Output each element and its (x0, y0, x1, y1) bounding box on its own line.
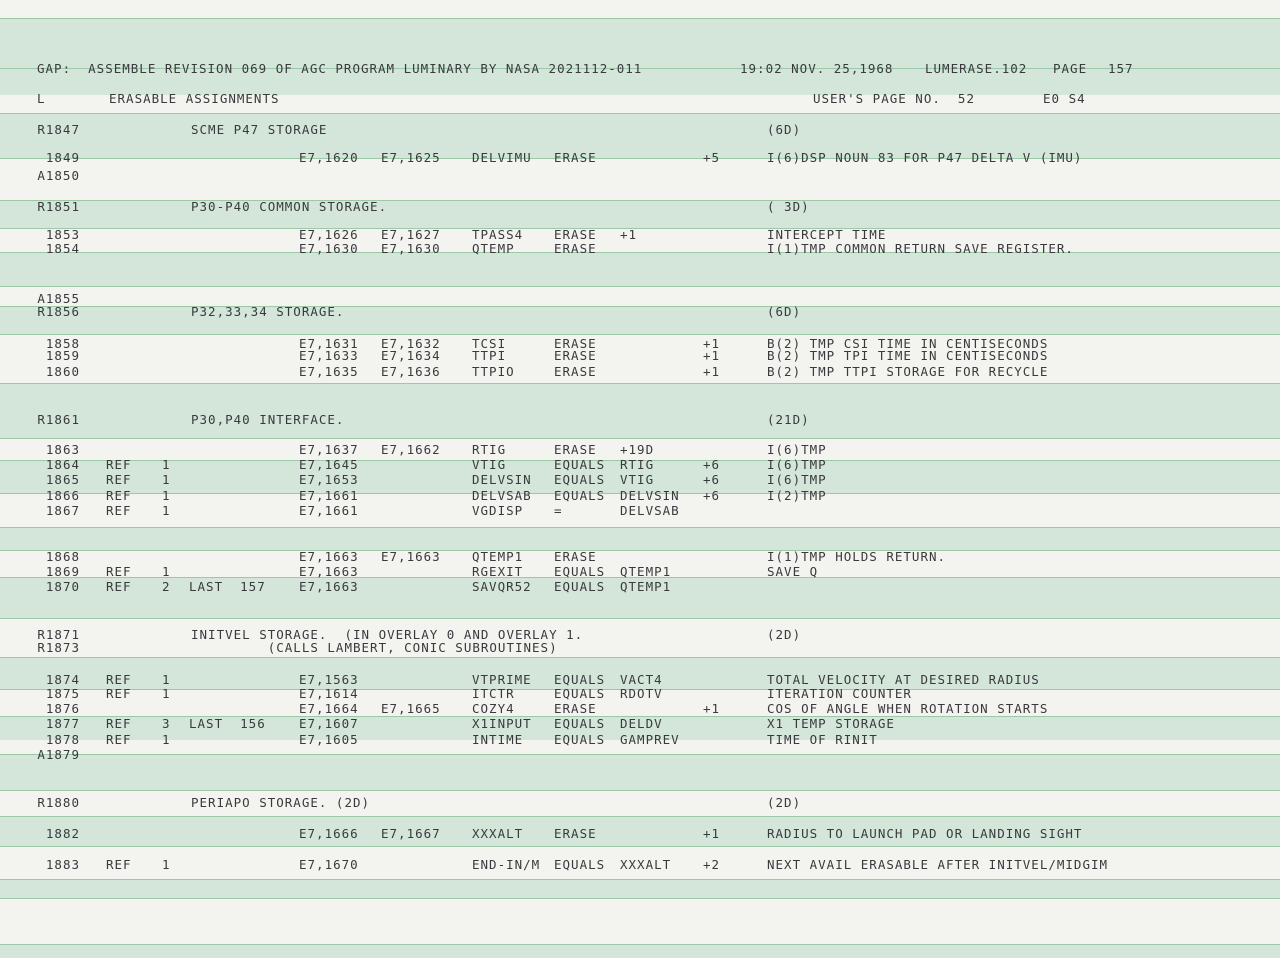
ref-marker: REF (106, 488, 132, 503)
symbol-label: COZY4 (472, 701, 515, 716)
comment: I(1)TMP HOLDS RETURN. (767, 549, 947, 564)
line-number: 1867 (45, 503, 80, 518)
section-heading: P30-P40 COMMON STORAGE. (191, 199, 388, 214)
address-offset: +5 (703, 150, 721, 165)
address-start: E7,1645 (299, 457, 359, 472)
line-number: 1882 (45, 826, 80, 841)
ruled-line (0, 113, 1280, 114)
comment: (21D) (767, 412, 810, 427)
column-flag: L (37, 91, 46, 106)
address-start: E7,1633 (299, 348, 359, 363)
address-end: E7,1662 (381, 442, 441, 457)
listing-line (0, 686, 1280, 702)
ref-marker: REF (106, 857, 132, 872)
address-offset: +1 (703, 348, 721, 363)
line-number: A1850 (37, 168, 80, 183)
ref-count: 1 (162, 857, 171, 872)
comment: I(6)TMP (767, 442, 827, 457)
ruled-line (0, 527, 1280, 528)
section-title: ERASABLE ASSIGNMENTS (109, 91, 280, 106)
opcode: ERASE (554, 549, 597, 564)
operand: QTEMP1 (620, 579, 672, 594)
address-start: E7,1666 (299, 826, 359, 841)
operand: +1 (620, 227, 638, 242)
comment: NEXT AVAIL ERASABLE AFTER INITVEL/MIDGIM (767, 857, 1109, 872)
comment: B(2) TMP TPI TIME IN CENTISECONDS (767, 348, 1049, 363)
ruled-line (0, 879, 1280, 880)
address-start: E7,1635 (299, 364, 359, 379)
comment: TIME OF RINIT (767, 732, 878, 747)
greenbar-band (0, 252, 1280, 286)
opcode: EQUALS (554, 579, 606, 594)
listing-line (0, 348, 1280, 364)
operand: DELDV (620, 716, 663, 731)
opcode: EQUALS (554, 857, 606, 872)
comment: INTERCEPT TIME (767, 227, 887, 242)
listing-line (0, 412, 1280, 428)
address-end: E7,1625 (381, 150, 441, 165)
address-start: E7,1661 (299, 488, 359, 503)
listing-line (0, 442, 1280, 458)
symbol-label: QTEMP1 (472, 549, 524, 564)
symbol-label: QTEMP (472, 241, 515, 256)
ruled-line (0, 438, 1280, 439)
listing-line (0, 199, 1280, 215)
symbol-label: RTIG (472, 442, 507, 457)
opcode: ERASE (554, 227, 597, 242)
listing-line (0, 732, 1280, 748)
header-line-1 (0, 61, 1280, 77)
symbol-label: DELVSAB (472, 488, 532, 503)
listing-line (0, 701, 1280, 717)
line-number: R1873 (37, 640, 80, 655)
listing-line (0, 716, 1280, 732)
address-offset: +2 (703, 857, 721, 872)
opcode: EQUALS (554, 672, 606, 687)
opcode: ERASE (554, 348, 597, 363)
address-start: E7,1664 (299, 701, 359, 716)
ruled-line (0, 790, 1280, 791)
comment: RADIUS TO LAUNCH PAD OR LANDING SIGHT (767, 826, 1083, 841)
opcode: ERASE (554, 150, 597, 165)
comment: (6D) (767, 304, 802, 319)
ref-marker: REF (106, 716, 132, 731)
ref-count: 1 (162, 732, 171, 747)
listing-line (0, 472, 1280, 488)
address-start: E7,1653 (299, 472, 359, 487)
address-start: E7,1670 (299, 857, 359, 872)
opcode: EQUALS (554, 488, 606, 503)
symbol-label: VGDISP (472, 503, 524, 518)
ref-count: 1 (162, 686, 171, 701)
line-number: 1868 (45, 549, 80, 564)
symbol-label: DELVIMU (472, 150, 532, 165)
opcode: EQUALS (554, 564, 606, 579)
address-offset: +1 (703, 364, 721, 379)
ref-marker: REF (106, 564, 132, 579)
listing-line (0, 549, 1280, 565)
address-end: E7,1627 (381, 227, 441, 242)
address-start: E7,1614 (299, 686, 359, 701)
listing-line (0, 122, 1280, 138)
eo-field: E0 S4 (1043, 91, 1086, 106)
ruled-line (0, 846, 1280, 847)
address-offset: +6 (703, 488, 721, 503)
listing-line (0, 826, 1280, 842)
address-start: E7,1605 (299, 732, 359, 747)
address-start: E7,1630 (299, 241, 359, 256)
greenbar-band (0, 383, 1280, 438)
comment: COS OF ANGLE WHEN ROTATION STARTS (767, 701, 1049, 716)
listing-line (0, 364, 1280, 380)
line-number: 1877 (45, 716, 80, 731)
ref-marker: REF (106, 732, 132, 747)
opcode: EQUALS (554, 457, 606, 472)
line-number: 1883 (45, 857, 80, 872)
greenbar-band (0, 527, 1280, 550)
ruled-line (0, 618, 1280, 619)
address-offset: +6 (703, 457, 721, 472)
listing-line (0, 150, 1280, 166)
listing-line (0, 241, 1280, 257)
symbol-label: VTPRIME (472, 672, 532, 687)
line-number: R1851 (37, 199, 80, 214)
line-number: 1874 (45, 672, 80, 687)
listing-line (0, 304, 1280, 320)
symbol-label: SAVQR52 (472, 579, 532, 594)
comment: SAVE Q (767, 564, 819, 579)
section-heading: (CALLS LAMBERT, CONIC SUBROUTINES) (191, 640, 558, 655)
ref-marker: REF (106, 472, 132, 487)
symbol-label: ITCTR (472, 686, 515, 701)
opcode: ERASE (554, 336, 597, 351)
listing-line (0, 457, 1280, 473)
line-number: 1859 (45, 348, 80, 363)
operand: RTIG (620, 457, 655, 472)
opcode: ERASE (554, 241, 597, 256)
ref-marker: REF (106, 457, 132, 472)
symbol-label: VTIG (472, 457, 507, 472)
ref-count: 1 (162, 472, 171, 487)
opcode: ERASE (554, 442, 597, 457)
address-end: E7,1636 (381, 364, 441, 379)
listing-line (0, 564, 1280, 580)
symbol-label: XXXALT (472, 826, 524, 841)
ref-marker: REF (106, 503, 132, 518)
operand: GAMPREV (620, 732, 680, 747)
address-end: E7,1634 (381, 348, 441, 363)
symbol-label: X1INPUT (472, 716, 532, 731)
address-end: E7,1663 (381, 549, 441, 564)
address-end: E7,1667 (381, 826, 441, 841)
symbol-label: TPASS4 (472, 227, 524, 242)
operand: VACT4 (620, 672, 663, 687)
ref-count: 1 (162, 672, 171, 687)
listing-line (0, 857, 1280, 873)
ref-count: 2 (162, 579, 171, 594)
ref-count: 1 (162, 488, 171, 503)
comment: (6D) (767, 122, 802, 137)
header-line-2 (0, 91, 1280, 107)
comment: I(6)TMP (767, 472, 827, 487)
comment: ITERATION COUNTER (767, 686, 912, 701)
section-heading: P32,33,34 STORAGE. (191, 304, 345, 319)
line-number: R1861 (37, 412, 80, 427)
line-number: 1865 (45, 472, 80, 487)
ruled-line (0, 383, 1280, 384)
address-offset: +1 (703, 826, 721, 841)
line-number: 1853 (45, 227, 80, 242)
symbol-label: END-IN/M (472, 857, 541, 872)
symbol-label: DELVSIN (472, 472, 532, 487)
line-number: 1878 (45, 732, 80, 747)
operand: QTEMP1 (620, 564, 672, 579)
comment: TOTAL VELOCITY AT DESIRED RADIUS (767, 672, 1040, 687)
line-number: 1858 (45, 336, 80, 351)
opcode: ERASE (554, 701, 597, 716)
operand: DELVSIN (620, 488, 680, 503)
line-number: 1870 (45, 579, 80, 594)
last-ref: LAST 156 (189, 716, 266, 731)
opcode: EQUALS (554, 472, 606, 487)
ref-count: 1 (162, 503, 171, 518)
comment: (2D) (767, 795, 802, 810)
ruled-line (0, 944, 1280, 945)
section-heading: P30,P40 INTERFACE. (191, 412, 345, 427)
page-number: 157 (1108, 61, 1134, 76)
ruled-line (0, 816, 1280, 817)
opcode: EQUALS (554, 686, 606, 701)
symbol-label: RGEXIT (472, 564, 524, 579)
line-number: R1856 (37, 304, 80, 319)
comment: I(1)TMP COMMON RETURN SAVE REGISTER. (767, 241, 1074, 256)
opcode: ERASE (554, 826, 597, 841)
address-start: E7,1626 (299, 227, 359, 242)
comment: I(2)TMP (767, 488, 827, 503)
address-start: E7,1661 (299, 503, 359, 518)
address-start: E7,1607 (299, 716, 359, 731)
symbol-label: TCSI (472, 336, 507, 351)
section-heading: INITVEL STORAGE. (IN OVERLAY 0 AND OVERLAY 1. (191, 627, 584, 642)
greenbar-band (0, 944, 1280, 958)
comment: B(2) TMP TTPI STORAGE FOR RECYCLE (767, 364, 1049, 379)
operand: VTIG (620, 472, 655, 487)
comment: ( 3D) (767, 199, 810, 214)
line-number: 1864 (45, 457, 80, 472)
listing-line (0, 795, 1280, 811)
line-number: 1854 (45, 241, 80, 256)
ruled-line (0, 657, 1280, 658)
ref-count: 1 (162, 564, 171, 579)
address-end: E7,1665 (381, 701, 441, 716)
listing-line (0, 579, 1280, 595)
operand: +19D (620, 442, 655, 457)
section-heading: PERIAPO STORAGE. (2D) (191, 795, 371, 810)
listing-line (0, 747, 1280, 763)
line-number: 1849 (45, 150, 80, 165)
ref-marker: REF (106, 579, 132, 594)
symbol-label: TTPIO (472, 364, 515, 379)
opcode: ERASE (554, 364, 597, 379)
line-number: 1876 (45, 701, 80, 716)
ref-marker: REF (106, 672, 132, 687)
ruled-line (0, 286, 1280, 287)
address-start: E7,1620 (299, 150, 359, 165)
operand: DELVSAB (620, 503, 680, 518)
line-number: A1855 (37, 291, 80, 306)
comment: B(2) TMP CSI TIME IN CENTISECONDS (767, 336, 1049, 351)
line-number: 1863 (45, 442, 80, 457)
ruled-line (0, 334, 1280, 335)
symbol-label: INTIME (472, 732, 524, 747)
last-ref: LAST 157 (189, 579, 266, 594)
line-number: A1879 (37, 747, 80, 762)
greenbar-band (0, 879, 1280, 898)
users-page-number: USER'S PAGE NO. 52 (813, 91, 975, 106)
line-number: 1869 (45, 564, 80, 579)
address-end: E7,1632 (381, 336, 441, 351)
line-number: 1866 (45, 488, 80, 503)
listing-line (0, 640, 1280, 656)
ref-count: 1 (162, 457, 171, 472)
ref-count: 3 (162, 716, 171, 731)
opcode: EQUALS (554, 732, 606, 747)
ruled-line (0, 898, 1280, 899)
line-number: R1847 (37, 122, 80, 137)
greenbar-band (0, 18, 1280, 95)
line-number: R1871 (37, 627, 80, 642)
address-offset: +1 (703, 701, 721, 716)
timestamp: 19:02 NOV. 25,1968 (740, 61, 894, 76)
file-name: LUMERASE.102 (925, 61, 1028, 76)
address-offset: +1 (703, 336, 721, 351)
address-start: E7,1663 (299, 549, 359, 564)
comment: X1 TEMP STORAGE (767, 716, 895, 731)
address-end: E7,1630 (381, 241, 441, 256)
operand: XXXALT (620, 857, 672, 872)
program-title: GAP: ASSEMBLE REVISION 069 OF AGC PROGRAM LUMINARY BY NASA 2021112-011 (37, 61, 643, 76)
address-start: E7,1631 (299, 336, 359, 351)
comment: (2D) (767, 627, 802, 642)
opcode: EQUALS (554, 716, 606, 731)
listing-line (0, 168, 1280, 184)
line-number: R1880 (37, 795, 80, 810)
ref-marker: REF (106, 686, 132, 701)
address-start: E7,1563 (299, 672, 359, 687)
line-number: 1875 (45, 686, 80, 701)
opcode: = (554, 503, 563, 518)
listing-line (0, 488, 1280, 504)
address-offset: +6 (703, 472, 721, 487)
address-start: E7,1663 (299, 579, 359, 594)
comment: I(6)TMP (767, 457, 827, 472)
address-start: E7,1637 (299, 442, 359, 457)
operand: RDOTV (620, 686, 663, 701)
comment: I(6)DSP NOUN 83 FOR P47 DELTA V (IMU) (767, 150, 1083, 165)
symbol-label: TTPI (472, 348, 507, 363)
section-heading: SCME P47 STORAGE (191, 122, 328, 137)
page-label: PAGE (1053, 61, 1088, 76)
listing-line (0, 503, 1280, 519)
line-number: 1860 (45, 364, 80, 379)
address-start: E7,1663 (299, 564, 359, 579)
ruled-line (0, 18, 1280, 19)
